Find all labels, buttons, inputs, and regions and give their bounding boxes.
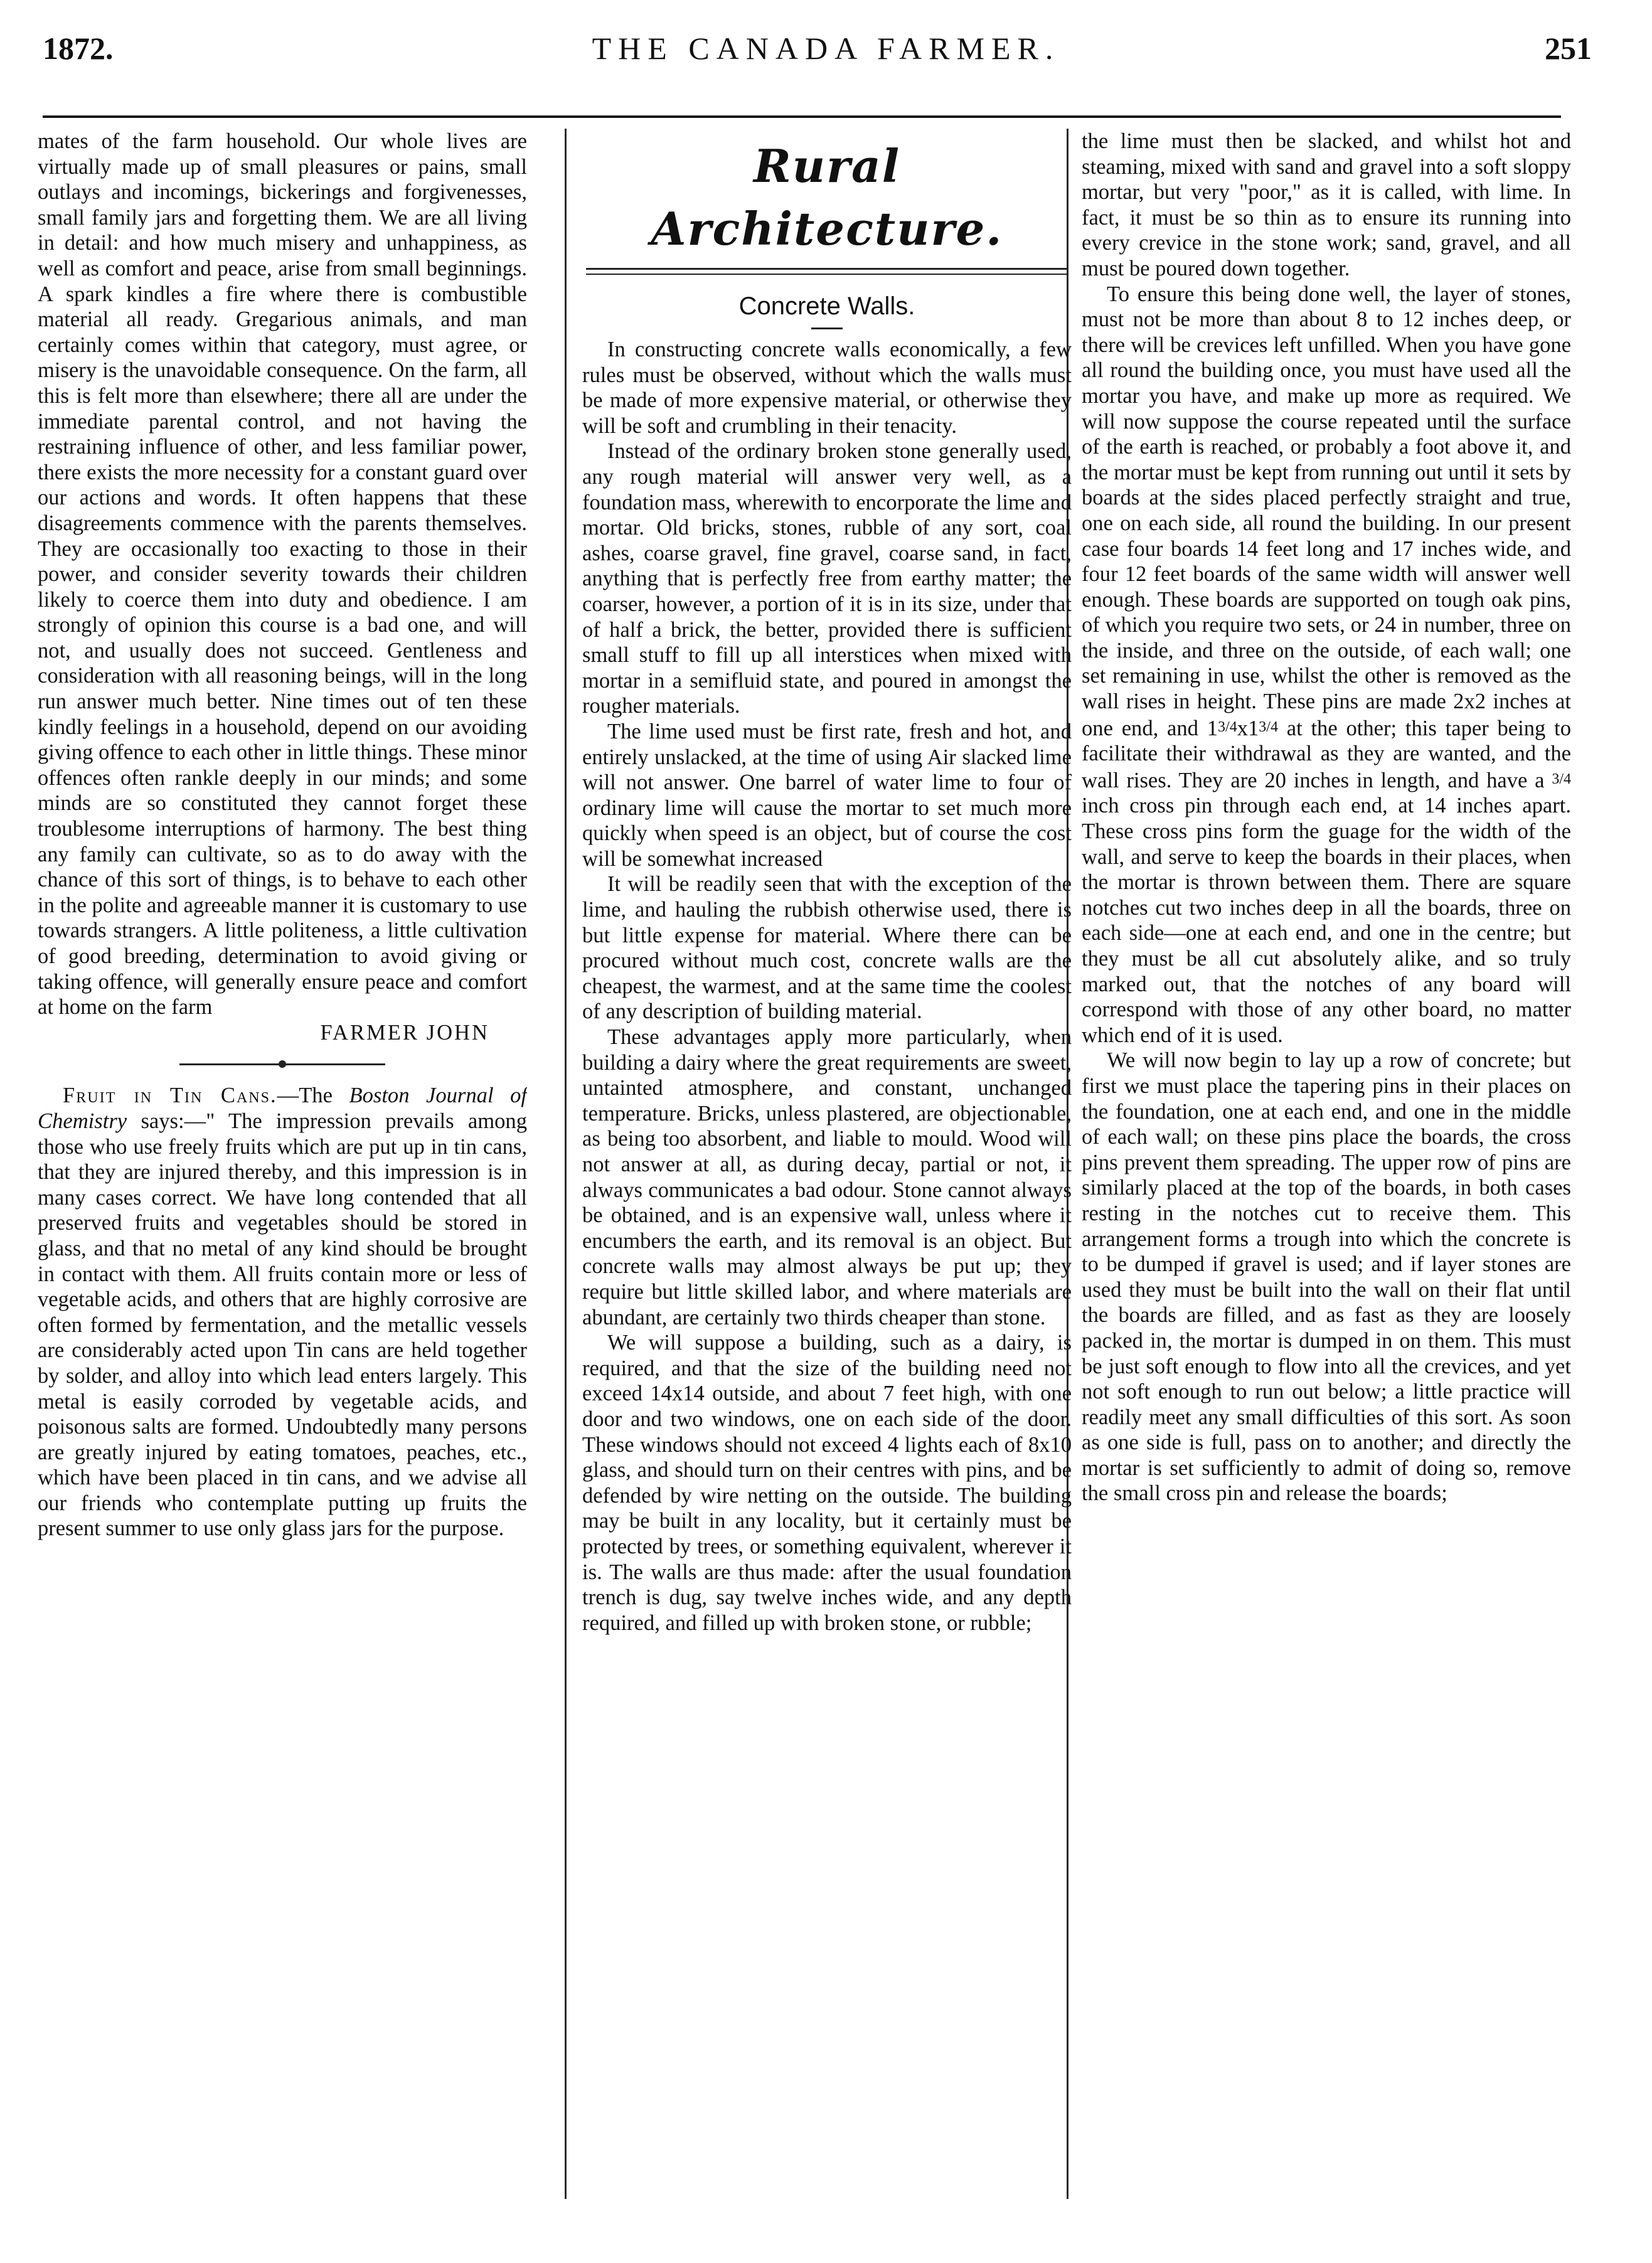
paragraph: mates of the farm household. Our whole lives are virtually made up of small pleasures or pains, small outlays and incomings, bickerings and forgivenesses, small family jars and forgetting them. We are all living in detail: and how much misery and unhappiness, as well as comfort and peace, arise from small beginnings. A spark kindles a fire where there is combustible material all ready. Gregarious animals, and man certainly comes within that category, must agree, or misery is the unavoidable consequence. On the farm, all this is felt more than elsewhere; there all are under the immediate parental control, and not having the restraining influence of other, and less familiar power, there exists the more necessity for a constant guard over our actions and words. It often happens that these disagreements commence with the parents themselves. They are occasionally too exacting to those in their power, and consider severity towards their children likely to coerce them into duty and obedience. I am strongly of opinion this course is a bad one, and will not, and usually does not succeed. Gentleness and consideration with all reasoning beings, will in the long run answer much better. Nine times out of ten these kindly feelings in a household, depend on our avoiding giving offence to each other in little things. These minor offences often rankle deeply in our minds; and some minds are so constituted they cannot forget these troublesome interruptions of harmony. The best thing any family can cultivate, so as to do away with the chance of this sort of things, is to behave to each other in the polite and agreeable manner it is customary to use towards strangers. A little politeness, a little cultivation of good breeding, determination to avoid giving or taking offence, will generally ensure peace and comfort at home on the farm bbox=[38, 129, 527, 1020]
paragraph bbox=[1082, 282, 1571, 1048]
article-text: says:—" The impression prevails among those who use freely fruits which are put up in tin cans, that they are injured thereby, and this impression is in many cases correct. We have long contended that all preserved fruits and vegetables should be stored in glass, and that no metal of any kind should be brought in contact with them. All fruits contain more or less of vegetable acids, and others that are highly corrosive are often formed by fermentation, and the metallic vessels are considerably acted upon Tin cans are held together by solder, and alloy into which lead enters largely. This metal is easily corroded by vegetable acids, and poisonous salts are formed. Undoubtedly many persons are greatly injured by eating tomatoes, peaches, etc., which have been placed in tin cans, and we advise all our friends who contemplate putting up fruits the present summer to use only glass jars for the purpose. bbox=[38, 1109, 527, 1541]
journal-name: Boston Journal of Chemistry bbox=[38, 1084, 527, 1133]
paragraph: The lime used must be first rate, fresh and hot, and entirely unslacked, at the time of using Air slacked lime will not answer. One barrel of water lime to four of ordinary lime will cause the mortar to set much more quickly when speed is an object, but of course the cost will be somewhat increased bbox=[582, 719, 1072, 871]
header-page-number: 251 bbox=[1545, 31, 1592, 66]
header-rule bbox=[43, 115, 1561, 118]
article-lead: Fruit in Tin Cans. bbox=[63, 1084, 277, 1108]
column-1 bbox=[38, 129, 527, 2205]
article-title: Concrete Walls. bbox=[738, 292, 915, 320]
fruit-in-tin-cans-article bbox=[38, 1083, 527, 1542]
paragraph: We will suppose a building, such as a dairy, is required, and that the size of the building need not exceed 14x14 outside, and about 7 feet high, with one door and two windows, one on each side of the door. These windows should not exceed 4 lights each of 8x10 glass, and should turn on their centres with pins, and be defended by wire netting on the outside. The building may be built in any locality, but it certainly must be protected by trees, or something equivalent, wherever it is. The walls are thus made: after the usual foundation trench is dug, say twelve inches wide, and any depth required, and filled up with broken stone, or rubble; bbox=[582, 1331, 1072, 1635]
column-divider bbox=[565, 129, 567, 2199]
paragraph-text: inch cross pin through each end, at 14 inches apart. These cross pins form the guage for the width of the wall, and serve to keep the boards in their places, when the mortar is thrown between them. There are square notches cut two inches deep in all the boards, three on each side—one at each end, and one in the centre; but they must be all cut absolutely alike, and so truly marked out, that the notches of any board will correspond with those of any other board, no matter which end of it is used. bbox=[1082, 794, 1571, 1047]
fraction: 3/4 bbox=[1552, 770, 1571, 787]
column-2 bbox=[582, 129, 1072, 2205]
article-dash: —The bbox=[277, 1084, 349, 1108]
section-ornament bbox=[38, 1045, 527, 1083]
paragraph-text: at the other; this taper being to facilitate their withdrawal as they are wanted, and the wall rises. They are 20 inches in length, and have a bbox=[1082, 716, 1571, 792]
section-title: Rural Architecture. bbox=[651, 139, 1003, 255]
paragraph: the lime must then be slacked, and whilst hot and steaming, mixed with sand and gravel into a soft sloppy mortar, but very "poor," as it is called, with lime. In fact, it must be so thin as to ensure its running into every crevice in the stone work; sand, gravel, and all must be poured down together. bbox=[1082, 129, 1571, 280]
fraction: 3/4 bbox=[1259, 718, 1278, 735]
title-rule bbox=[811, 327, 843, 329]
section-rule bbox=[586, 268, 1068, 275]
column-3 bbox=[1082, 129, 1571, 2205]
ornament-line bbox=[179, 1063, 280, 1065]
paragraph-text: To ensure this being done well, the layer of stones, must not be more than about 8 to 12 inches deep, or there will be crevices left unfilled. When you have gone all round the building once, you must have used all the mortar you have, and make up more as required. We will now suppose the course repeated until the surface of the earth is reached, or probably a foot above it, and the mortar must be kept from running out until it sets by boards at the sides placed perfectly straight and true, one on each side, all round the building. In our present case four boards 14 feet long and 17 inches wide, and four 12 feet boards of the same width will answer well enough. These boards are supported on tough oak pins, of which you require two sets, or 24 in number, three on the inside, and three on the outside, of each wall; one set remaining in use, whilst the other is removed as the wall rises in height. These pins are made 2x2 inches at one end, and 1 bbox=[1082, 282, 1571, 740]
paragraph: It will be readily seen that with the exception of the lime, and hauling the rubbish otherwise used, there is but little expense for material. Where there can be procured without much cost, concrete walls are the cheapest, the warmest, and at the same time the coolest of any description of building material. bbox=[582, 872, 1072, 1024]
fraction: 3/4 bbox=[1218, 718, 1237, 735]
ornament-line bbox=[285, 1063, 385, 1065]
paragraph: We will now begin to lay up a row of concrete; but first we must place the tapering pins in their places on the foundation, one at each end, and one in the middle of each wall; on these pins place the boards, the cross pins prevent them spreading. The upper row of pins are similarly placed at the top of the boards, in both cases resting in the notches cut to receive them. This arrangement forms a trough into which the concrete is to be dumped if gravel is used; and if layer stones are used they must be built into the wall on their flat until the boards are filled, and as fast as they are loosely packed in, the mortar is dumped in on them. This must be just soft enough to flow into all the crevices, and yet not soft enough to run out below; a little practice will readily meet any small difficulties of this sort. As soon as one side is full, pass on to another; and directly the mortar is set sufficiently to admit of doing so, remove the small cross pin and release the boards; bbox=[1082, 1048, 1571, 1506]
paragraph: Instead of the ordinary broken stone generally used, any rough material will answer very well, as a foundation mass, wherewith to encorporate the lime and mortar. Old bricks, stones, rubble of any sort, coal ashes, coarse gravel, fine gravel, coarse sand, in fact, anything that is perfectly free from earthy matter; the coarser, however, a portion of it is in its size, under that of half a brick, the better, provided there is sufficient small stuff to fill up all interstices when mixed with mortar in a semifluid state, and poured in amongst the rougher materials. bbox=[582, 439, 1072, 718]
paragraph: These advantages apply more particularly, when building a dairy where the great requirements are sweet, untainted atmosphere, and constant, unchanged temperature. Bricks, unless plastered, are objectionable, as being too absorbent, and liable to mould. Wood will not answer at all, as during decay, partial or not, it always communicates a bad odour. Stone cannot always be obtained, and is an expensive wall, unless where it encumbers the earth, and its removal is an object. But concrete walls may almost always be put up; they require but little skilled labor, and where materials are abundant, are certainly two thirds cheaper than stone. bbox=[582, 1025, 1072, 1329]
header-title: THE CANADA FARMER. bbox=[592, 31, 1060, 66]
signature: FARMER JOHN bbox=[320, 1020, 489, 1045]
paragraph-text: x1 bbox=[1237, 716, 1259, 740]
header-year: 1872. bbox=[43, 31, 114, 66]
paragraph: In constructing concrete walls economically, a few rules must be observed, without which the walls must be made of more expensive material, or otherwise they will be soft and crumbling in their tenacity. bbox=[582, 338, 1072, 438]
